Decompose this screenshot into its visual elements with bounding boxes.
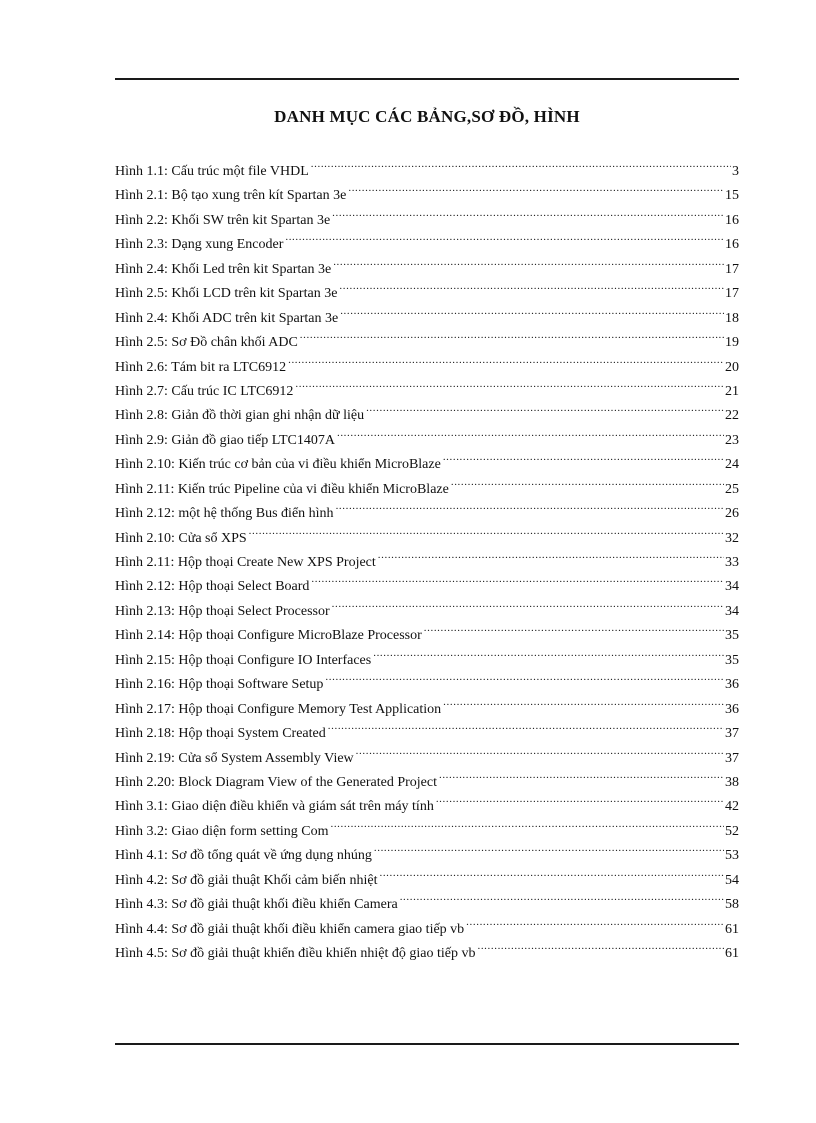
toc-entry-label: Hình 2.11: Hộp thoại Create New XPS Project bbox=[115, 555, 376, 570]
toc-entry-page: 17 bbox=[725, 261, 739, 277]
toc-entry-label: Hình 2.3: Dạng xung Encoder bbox=[115, 237, 284, 253]
toc-entry-label: Hình 2.10: Kiến trúc cơ bản của vi điều khiển MicroBlaze bbox=[115, 457, 441, 473]
toc-entry-label: Hình 2.2: Khối SW trên kit Spartan 3e bbox=[115, 212, 331, 228]
toc-entry-label: Hình 4.3: Sơ đồ giải thuật khối điều khiển Camera bbox=[115, 897, 398, 913]
toc-entry-label: Hình 2.12: Hộp thoại Select Board bbox=[115, 579, 310, 595]
dot-leader bbox=[332, 200, 724, 224]
toc-entry-label: Hình 2.7: Cấu trúc IC LTC6912 bbox=[115, 383, 294, 399]
toc-entry-page: 35 bbox=[725, 652, 739, 668]
dot-leader bbox=[330, 811, 724, 835]
dot-leader bbox=[300, 322, 724, 346]
toc-entry-page: 32 bbox=[725, 530, 739, 546]
toc-entry-label: Hình 3.1: Giao diện điều khiển và giám sát trên máy tính bbox=[115, 799, 434, 815]
dot-leader bbox=[443, 444, 724, 468]
toc-entry-page: 20 bbox=[725, 359, 739, 375]
toc-entry-page: 18 bbox=[725, 310, 739, 326]
dot-leader bbox=[340, 298, 724, 322]
dot-leader bbox=[374, 835, 724, 859]
dot-leader bbox=[249, 518, 724, 542]
toc-entry-page: 26 bbox=[725, 506, 739, 522]
toc-entry-label: Hình 4.1: Sơ đồ tổng quát về ứng dụng nhúng bbox=[115, 848, 372, 864]
dot-leader bbox=[336, 493, 724, 517]
toc-entry-page: 58 bbox=[725, 897, 739, 913]
toc-entry-page: 53 bbox=[725, 848, 739, 864]
dot-leader bbox=[311, 151, 731, 175]
toc-entry-label: Hình 2.1: Bộ tạo xung trên kít Spartan 3e bbox=[115, 188, 347, 204]
toc-entry-page: 37 bbox=[725, 726, 739, 742]
toc-entry-label: Hình 2.9: Giản đồ giao tiếp LTC1407A bbox=[115, 432, 335, 448]
toc-entry-label: Hình 2.5: Khối LCD trên kit Spartan 3e bbox=[115, 286, 338, 302]
dot-leader bbox=[379, 860, 724, 884]
dot-leader bbox=[337, 420, 724, 444]
toc-entry-label: Hình 2.14: Hộp thoại Configure MicroBlaze Processor bbox=[115, 628, 422, 644]
toc-entry-label: Hình 2.15: Hộp thoại Configure IO Interfaces bbox=[115, 652, 372, 668]
dot-leader bbox=[443, 689, 724, 713]
toc-entry-page: 16 bbox=[725, 212, 739, 228]
toc-entry-page: 34 bbox=[725, 579, 739, 595]
toc-entry-page: 22 bbox=[725, 408, 739, 424]
figure-list bbox=[115, 151, 739, 961]
toc-entry-page: 36 bbox=[725, 677, 739, 693]
toc-entry-page: 34 bbox=[725, 603, 739, 619]
toc-entry-label: Hình 1.1: Cấu trúc một file VHDL bbox=[115, 164, 309, 179]
dot-leader bbox=[339, 273, 724, 297]
toc-entry-page: 19 bbox=[725, 335, 739, 351]
bottom-rule bbox=[115, 1043, 739, 1045]
dot-leader bbox=[311, 566, 724, 590]
dot-leader bbox=[477, 933, 724, 957]
toc-entry-label: Hình 2.10: Cửa sổ XPS bbox=[115, 530, 247, 546]
dot-leader bbox=[328, 713, 724, 737]
dot-leader bbox=[285, 224, 724, 248]
toc-entry-label: Hình 4.4: Sơ đồ giải thuật khối điều khiển camera giao tiếp vb bbox=[115, 921, 465, 937]
dot-leader bbox=[451, 469, 724, 493]
toc-entry-page: 38 bbox=[725, 774, 739, 790]
toc-entry-page: 3 bbox=[732, 164, 739, 179]
dot-leader bbox=[436, 786, 724, 810]
toc-entry-page: 15 bbox=[725, 188, 739, 204]
toc-entry[interactable] bbox=[115, 151, 739, 179]
toc-entry-label: Hình 2.12: một hệ thống Bus điển hình bbox=[115, 506, 334, 522]
toc-entry-label: Hình 2.6: Tám bit ra LTC6912 bbox=[115, 359, 287, 375]
dot-leader bbox=[348, 175, 724, 199]
dot-leader bbox=[366, 395, 724, 419]
toc-entry-label: Hình 4.2: Sơ đồ giải thuật Khối cảm biến nhiệt bbox=[115, 872, 378, 888]
toc-entry-page: 37 bbox=[725, 750, 739, 766]
toc-entry-page: 54 bbox=[725, 872, 739, 888]
dot-leader bbox=[424, 615, 724, 639]
dot-leader bbox=[439, 762, 724, 786]
toc-entry-label: Hình 2.11: Kiến trúc Pipeline của vi điều khiển MicroBlaze bbox=[115, 481, 449, 497]
dot-leader bbox=[325, 664, 724, 688]
dot-leader bbox=[332, 591, 724, 615]
toc-entry-label: Hình 2.19: Cửa sổ System Assembly View bbox=[115, 750, 354, 766]
dot-leader bbox=[378, 542, 724, 566]
dot-leader bbox=[356, 738, 724, 762]
toc-entry-page: 23 bbox=[725, 432, 739, 448]
dot-leader bbox=[373, 640, 724, 664]
toc-entry-page: 33 bbox=[725, 555, 739, 570]
toc-entry-label: Hình 2.16: Hộp thoại Software Setup bbox=[115, 677, 324, 693]
toc-entry-label: Hình 2.5: Sơ Đồ chân khối ADC bbox=[115, 335, 298, 351]
dot-leader bbox=[288, 347, 724, 371]
toc-entry-page: 25 bbox=[725, 481, 739, 497]
toc-entry-page: 16 bbox=[725, 237, 739, 253]
dot-leader bbox=[400, 884, 724, 908]
toc-entry-page: 61 bbox=[725, 946, 739, 961]
toc-entry-page: 24 bbox=[725, 457, 739, 473]
toc-entry-label: Hình 4.5: Sơ đồ giải thuật khiển điều khiển nhiệt độ giao tiếp vb bbox=[115, 946, 476, 961]
dot-leader bbox=[466, 909, 724, 933]
toc-entry-label: Hình 2.13: Hộp thoại Select Processor bbox=[115, 603, 330, 619]
top-rule bbox=[115, 78, 739, 80]
toc-entry-page: 52 bbox=[725, 823, 739, 839]
toc-entry-label: Hình 2.8: Giản đồ thời gian ghi nhận dữ liệu bbox=[115, 408, 365, 424]
toc-entry-label: Hình 3.2: Giao diện form setting Com bbox=[115, 823, 329, 839]
toc-entry-label: Hình 2.20: Block Diagram View of the Generated Project bbox=[115, 774, 437, 790]
toc-entry-page: 35 bbox=[725, 628, 739, 644]
toc-entry-page: 61 bbox=[725, 921, 739, 937]
dot-leader bbox=[295, 371, 724, 395]
toc-entry-page: 36 bbox=[725, 701, 739, 717]
page-title: DANH MỤC CÁC BẢNG,SƠ ĐỒ, HÌNH bbox=[274, 107, 580, 126]
dot-leader bbox=[333, 249, 724, 273]
toc-entry-label: Hình 2.4: Khối ADC trên kit Spartan 3e bbox=[115, 310, 339, 326]
toc-entry-page: 42 bbox=[725, 799, 739, 815]
toc-entry-page: 21 bbox=[725, 383, 739, 399]
toc-entry-label: Hình 2.17: Hộp thoại Configure Memory Test Application bbox=[115, 701, 442, 717]
toc-entry-label: Hình 2.18: Hộp thoại System Created bbox=[115, 726, 326, 742]
toc-entry-page: 17 bbox=[725, 286, 739, 302]
toc-entry-label: Hình 2.4: Khối Led trên kit Spartan 3e bbox=[115, 261, 332, 277]
